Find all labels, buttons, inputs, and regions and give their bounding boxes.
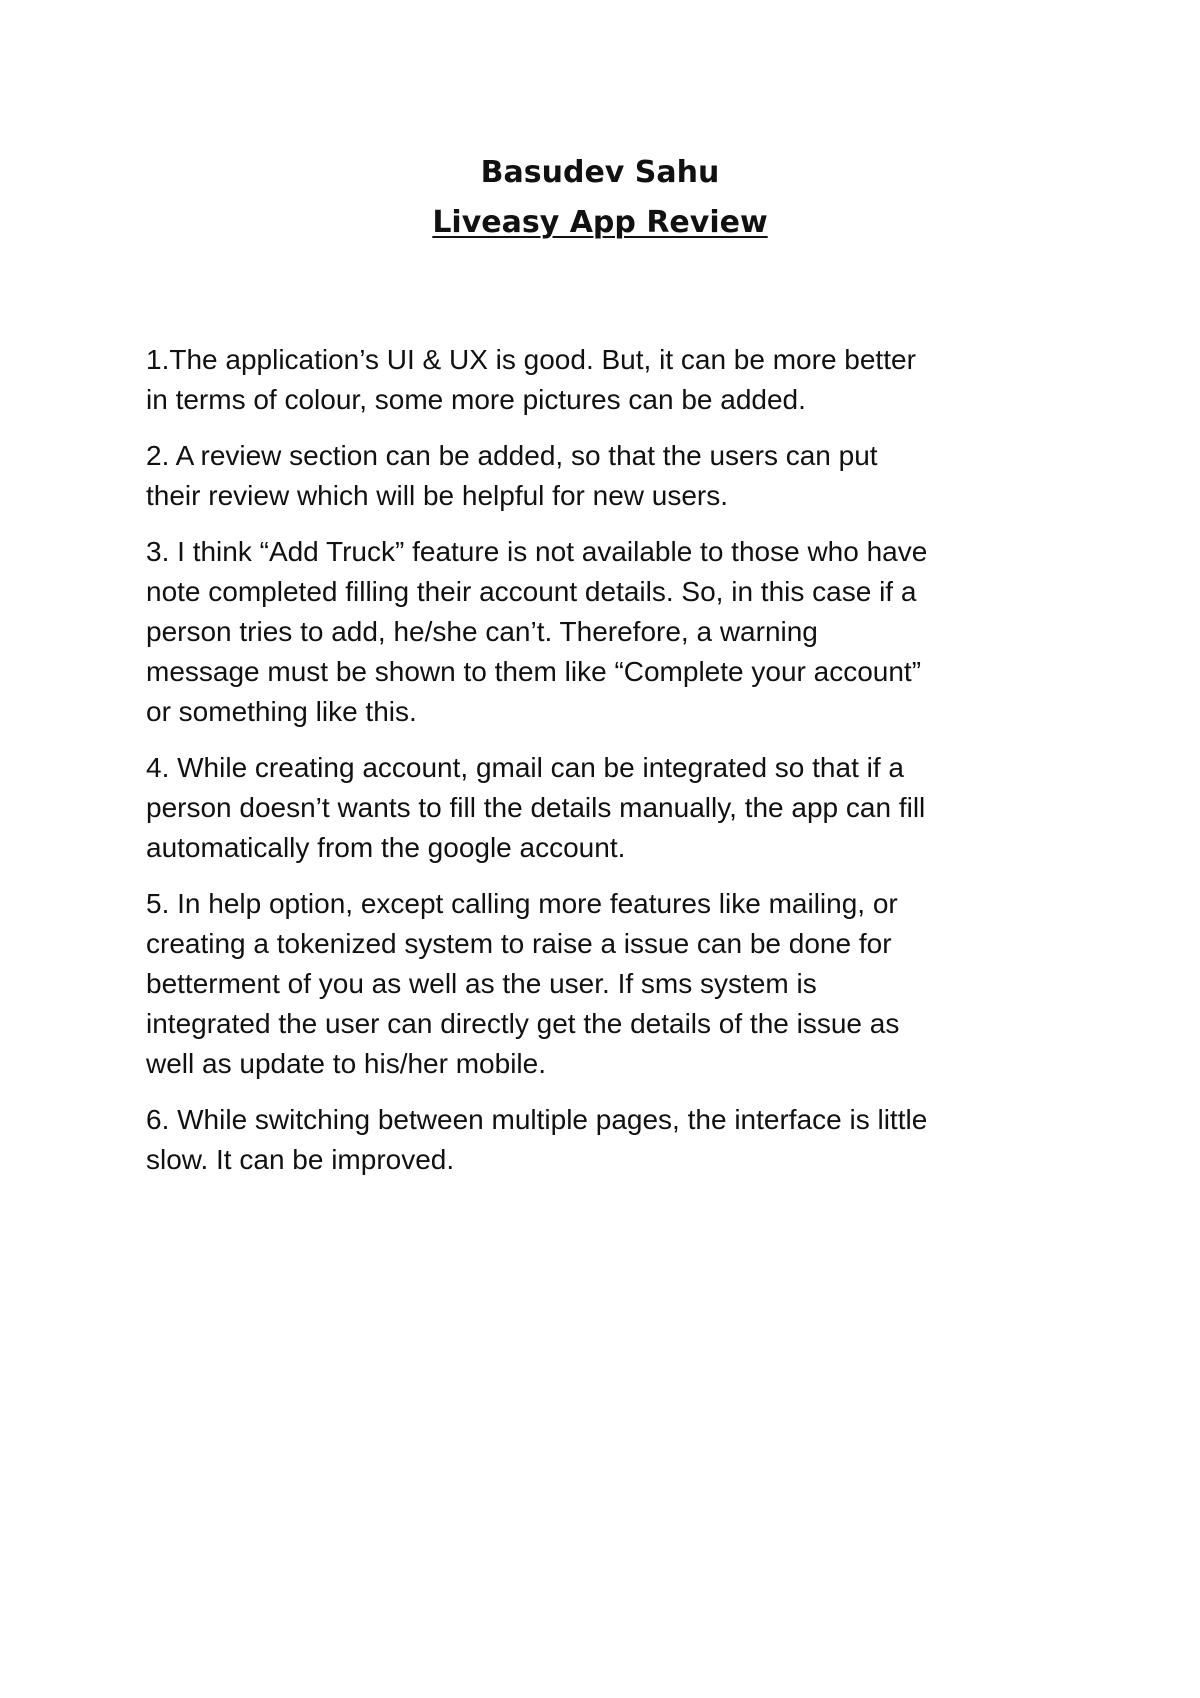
review-line: 3. I think “Add Truck” feature is not available to those who have: [146, 536, 928, 567]
document-header: [0, 148, 1200, 248]
review-line: 6. While switching between multiple pages, the interface is little: [146, 1104, 928, 1135]
review-line: their review which will be helpful for new users.: [146, 480, 729, 511]
review-item-4: [146, 748, 1086, 868]
review-line: slow. It can be improved.: [146, 1144, 455, 1175]
review-line: in terms of colour, some more pictures can be added.: [146, 384, 806, 415]
review-item-6: [146, 1100, 1086, 1180]
review-line: person doesn’t wants to fill the details manually, the app can fill: [146, 792, 926, 823]
review-line: betterment of you as well as the user. If sms system is: [146, 968, 817, 999]
review-line: 5. In help option, except calling more features like mailing, or: [146, 888, 898, 919]
review-line: 2. A review section can be added, so that the users can put: [146, 440, 878, 471]
review-line: 1.The application’s UI & UX is good. But, it can be more better: [146, 344, 916, 375]
review-line: 4. While creating account, gmail can be integrated so that if a: [146, 752, 904, 783]
review-line: note completed filling their account details. So, in this case if a: [146, 576, 917, 607]
review-line: or something like this.: [146, 696, 417, 727]
review-line: creating a tokenized system to raise a issue can be done for: [146, 928, 892, 959]
review-item-5: [146, 884, 1086, 1084]
author-name: Basudev Sahu: [480, 155, 720, 190]
review-line: well as update to his/her mobile.: [146, 1048, 546, 1079]
review-line: person tries to add, he/she can’t. Therefore, a warning: [146, 616, 818, 647]
review-line: integrated the user can directly get the details of the issue as: [146, 1008, 900, 1039]
review-list: [146, 340, 1086, 1196]
review-line: automatically from the google account.: [146, 832, 626, 863]
review-item-2: [146, 436, 1086, 516]
review-item-1: [146, 340, 1086, 420]
review-line: message must be shown to them like “Complete your account”: [146, 656, 922, 687]
document-title: Liveasy App Review: [432, 205, 768, 240]
review-item-3: [146, 532, 1086, 732]
